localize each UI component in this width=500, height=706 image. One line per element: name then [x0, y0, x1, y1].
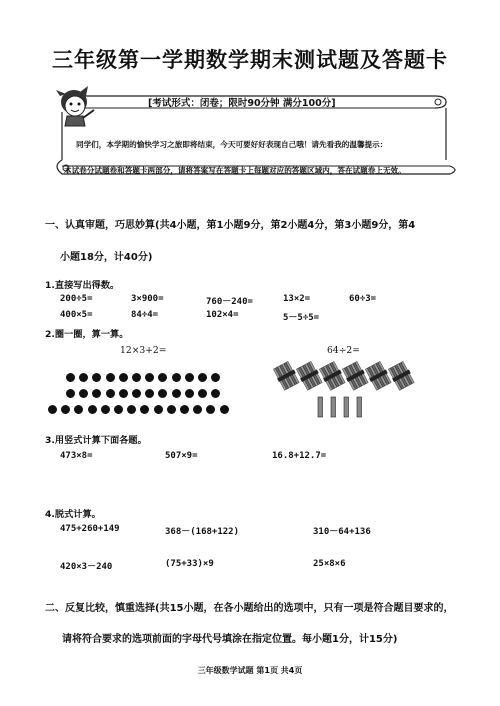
single-stick-icon	[344, 397, 349, 417]
dot	[172, 389, 181, 398]
single-stick-icon	[331, 397, 336, 417]
stick-bundle-icon	[295, 361, 323, 391]
q1-item: 3×900=	[131, 294, 164, 304]
stick-bundles-figure	[270, 360, 420, 420]
exam-info: [考试形式：闭卷；限时90分钟 满分100分]	[148, 98, 336, 109]
single-stick-icon	[318, 397, 323, 417]
dot	[140, 405, 149, 414]
dot	[172, 373, 181, 382]
notice-text: 本试卷分试题卷和答题卡两部分，请将答案写在答题卡上每题对应的答题区域内，答在试题卷上无效。	[64, 166, 406, 175]
stick-bundle-icon	[272, 361, 300, 391]
dot	[66, 389, 75, 398]
q1-item: 60÷3=	[349, 294, 377, 304]
q4-title: 4.脱式计算。	[45, 509, 101, 520]
section2-heading-cont: 请将符合要求的选项前面的字母代号填涂在指定位置。每小题1分，计15分)	[62, 634, 398, 645]
q2-right-expression: 64÷2=	[327, 345, 360, 356]
dot	[193, 405, 202, 414]
q1-item: 760－240=	[206, 297, 253, 307]
dot	[185, 373, 194, 382]
dot	[154, 405, 163, 414]
dot	[101, 405, 110, 414]
dot	[79, 373, 88, 382]
q1-item: 200÷5=	[60, 294, 93, 304]
dot	[88, 405, 97, 414]
single-stick-icon	[357, 397, 362, 417]
dot	[106, 389, 115, 398]
section1-heading-cont: 小题18分，计40分)	[60, 252, 153, 263]
dot	[61, 405, 70, 414]
q4-item: 368－(168+122)	[165, 527, 240, 537]
q1-title: 1.直接写出得数。	[45, 280, 120, 291]
dot	[132, 389, 141, 398]
q4-item: 475+260+149	[60, 524, 120, 534]
dot	[158, 373, 167, 382]
dot	[198, 373, 207, 382]
dot	[92, 373, 101, 382]
stick-bundle-icon	[387, 361, 415, 391]
dot	[119, 373, 128, 382]
dot	[106, 373, 115, 382]
q4-item: 420×3－240	[60, 562, 113, 572]
dot	[48, 405, 57, 414]
dot	[66, 373, 75, 382]
dot	[92, 389, 101, 398]
q1-item: 400×5=	[60, 310, 93, 320]
q2-title: 2.圈一圈，算一算。	[45, 329, 129, 340]
dot	[132, 373, 141, 382]
q3-item: 16.8+12.7=	[272, 451, 327, 461]
dot	[220, 405, 229, 414]
section2-heading: 二、反复比较，慎重选择(共15小题，在各小题给出的选项中，只有一项是符合题目要求的，	[45, 603, 454, 614]
stick-bundle-icon	[341, 361, 369, 391]
dot	[145, 373, 154, 382]
dot	[198, 389, 207, 398]
dot	[185, 389, 194, 398]
q1-item: 102×4=	[206, 310, 239, 320]
dot	[167, 405, 176, 414]
section1-heading: 一、认真审题，巧思妙算(共4小题，第1小题9分，第2小题4分，第3小题9分，第4	[45, 220, 416, 231]
dot	[180, 405, 189, 414]
q4-item: (75+33)×9	[165, 559, 214, 569]
dot	[114, 405, 123, 414]
stick-bundle-icon	[364, 361, 392, 391]
dot	[211, 373, 220, 382]
dot	[119, 389, 128, 398]
dot	[211, 389, 220, 398]
dot	[158, 389, 167, 398]
dot	[145, 389, 154, 398]
q1-item: 13×2=	[283, 294, 311, 304]
q3-item: 473×8=	[60, 451, 93, 461]
page-footer: 三年级数学试题 第1页 共4页	[197, 666, 303, 675]
dot	[127, 405, 136, 414]
dot	[79, 389, 88, 398]
q3-item: 507×9=	[165, 451, 198, 461]
greeting-text: 同学们，本学期的愉快学习之旅即将结束，今天可要好好表现自己哦！请先看我的温馨提示：	[76, 140, 388, 149]
q1-item: 84÷4=	[131, 310, 159, 320]
q3-title: 3.用竖式计算下面各题。	[45, 435, 147, 446]
q1-item: 5－5÷5=	[283, 313, 320, 323]
dot	[74, 405, 83, 414]
page-title: 三年级第一学期数学期末测试题及答题卡	[52, 48, 448, 72]
q4-item: 25×8×6	[313, 559, 346, 569]
stick-bundle-icon	[318, 361, 346, 391]
q4-item: 310－64+136	[313, 527, 371, 537]
dot	[206, 405, 215, 414]
q2-left-expression: 12×3+2=	[120, 345, 167, 356]
